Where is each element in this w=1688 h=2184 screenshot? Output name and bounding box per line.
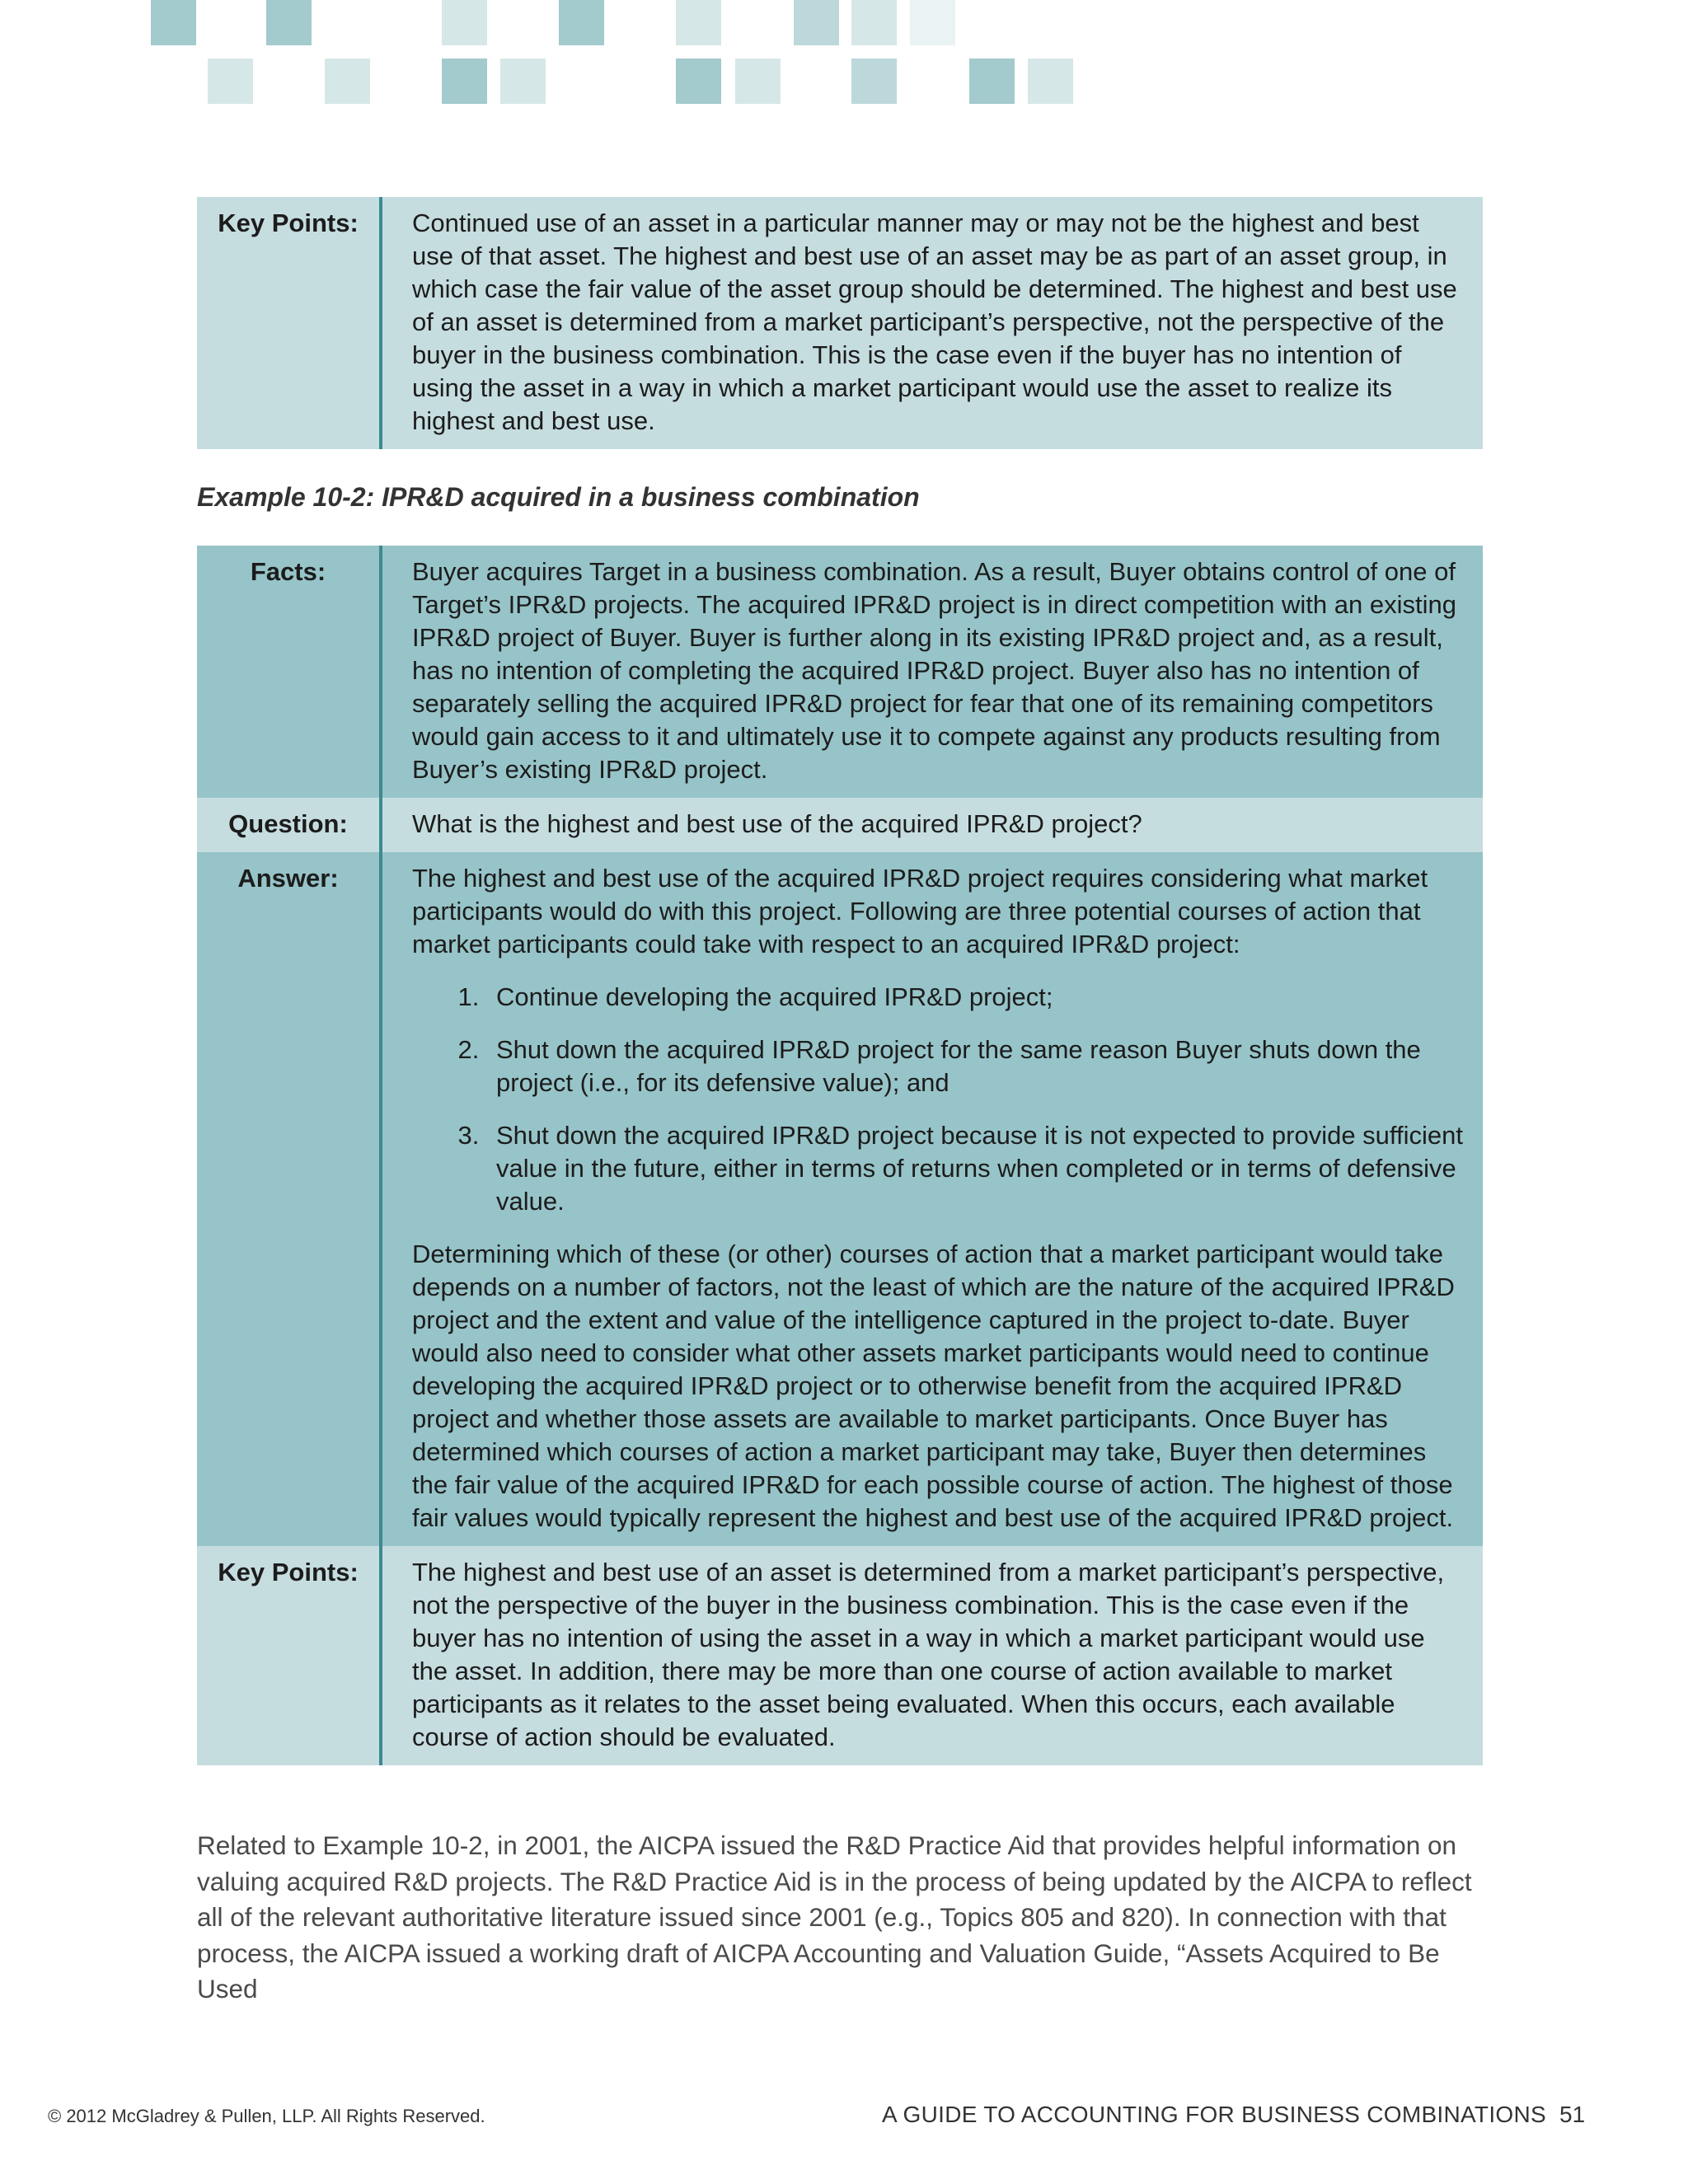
decor-square xyxy=(794,0,839,45)
key-points-row xyxy=(197,1546,1483,1765)
page-number: 51 xyxy=(1559,2102,1586,2127)
answer-label: Answer: xyxy=(197,852,381,1546)
decor-square xyxy=(969,59,1015,104)
decor-square xyxy=(1028,59,1073,104)
decor-square xyxy=(442,0,487,45)
decor-square xyxy=(851,59,897,104)
answer-body xyxy=(381,852,1483,1546)
key-points-label: Key Points: xyxy=(197,197,381,449)
question-text: What is the highest and best use of the acquired IPR&D project? xyxy=(381,798,1483,852)
example-table xyxy=(197,546,1483,1765)
facts-row xyxy=(197,546,1483,798)
question-row xyxy=(197,798,1483,852)
decor-square xyxy=(325,59,370,104)
example-title: Example 10-2: IPR&D acquired in a business combination xyxy=(197,482,920,512)
answer-conclusion: Determining which of these (or other) courses of action that a market participant would take depends on a number of factors, not the least of which are the nature of the acquired IPR&D project and the extent and value of the intelligence captured in the project to-date. Buyer would also need to consider what other assets market participants would need to continue developing the acquired IPR&D project or to otherwise benefit from the acquired IPR&D project and whether those assets are available to market participants. Once Buyer has determined which courses of action a market participant may take, Buyer then determines the fair value of the acquired IPR&D for each possible course of action. The highest of those fair values would typically represent the highest and best use of the acquired IPR&D project. xyxy=(412,1240,1455,1532)
decor-square xyxy=(208,59,253,104)
decor-square xyxy=(500,59,546,104)
list-item: 1. Continue developing the acquired IPR&D project; xyxy=(486,981,1463,1014)
decor-square xyxy=(151,0,196,45)
decor-square xyxy=(676,0,721,45)
question-label: Question: xyxy=(197,798,381,852)
list-item: 3. Shut down the acquired IPR&D project because it is not expected to provide sufficient value in the future, either in terms of returns when completed or in terms of defensive value. xyxy=(486,1119,1463,1218)
key-points-box xyxy=(197,197,1483,449)
body-paragraph: Related to Example 10-2, in 2001, the AICPA issued the R&D Practice Aid that provides helpful information on valuing acquired R&D projects. The R&D Practice Aid is in the process of being updated by the AICPA to reflect all of the relevant authoritative literature issued since 2001 (e.g., Topics 805 and 820). In connection with that process, the AICPA issued a working draft of AICPA Accounting and Valuation Guide, “Assets Acquired to Be Used xyxy=(197,1830,1472,2004)
key-points-text: Continued use of an asset in a particular manner may or may not be the highest and best use of that asset. The highest and best use of an asset may be as part of an asset group, in which case the fair value of the asset group should be determined. The highest and best use of an asset is determined from a market participant’s perspective, not the perspective of the buyer in the business combination. This is the case even if the buyer has no intention of using the asset in a way in which a market participant would use the asset to realize its highest and best use. xyxy=(381,197,1483,449)
decor-square xyxy=(735,59,781,104)
list-item: 2. Shut down the acquired IPR&D project for the same reason Buyer shuts down the project (i.e., for its defensive value); and xyxy=(486,1033,1463,1099)
footer-guide-title: A GUIDE TO ACCOUNTING FOR BUSINESS COMBINATIONS xyxy=(882,2102,1546,2127)
decor-square xyxy=(910,0,955,45)
answer-intro: The highest and best use of the acquired IPR&D project requires considering what market participants would do with this project. Following are three potential courses of action that market participants could take with respect to an acquired IPR&D project: xyxy=(412,864,1428,958)
key-points-text: The highest and best use of an asset is determined from a market participant’s perspective, not the perspective of the buyer in the business combination. This is the case even if the buyer has no intention of using the asset in a way in which a market participant would use the asset. In addition, there may be more than one course of action available to market participants as it relates to the asset being evaluated. When this occurs, each available course of action should be evaluated. xyxy=(381,1546,1483,1765)
decor-square xyxy=(559,0,604,45)
key-points-row xyxy=(197,197,1483,449)
key-points-label: Key Points: xyxy=(197,1546,381,1765)
facts-text: Buyer acquires Target in a business combination. As a result, Buyer obtains control of one of Target’s IPR&D projects. The acquired IPR&D project is in direct competition with an existing IPR&D project of Buyer. Buyer is further along in its existing IPR&D project and, as a result, has no intention of completing the acquired IPR&D project. Buyer also has no intention of separately selling the acquired IPR&D project for fear that one of its remaining competitors would gain access to it and ultimately use it to compete against any products resulting from Buyer’s existing IPR&D project. xyxy=(381,546,1483,798)
answer-row xyxy=(197,852,1483,1546)
decor-square xyxy=(442,59,487,104)
footer-copyright: © 2012 McGladrey & Pullen, LLP. All Rights Reserved. xyxy=(48,2106,485,2126)
decor-square xyxy=(851,0,897,45)
courses-of-action-list xyxy=(412,981,1463,1218)
facts-label: Facts: xyxy=(197,546,381,798)
decor-square xyxy=(676,59,721,104)
decor-square xyxy=(266,0,312,45)
